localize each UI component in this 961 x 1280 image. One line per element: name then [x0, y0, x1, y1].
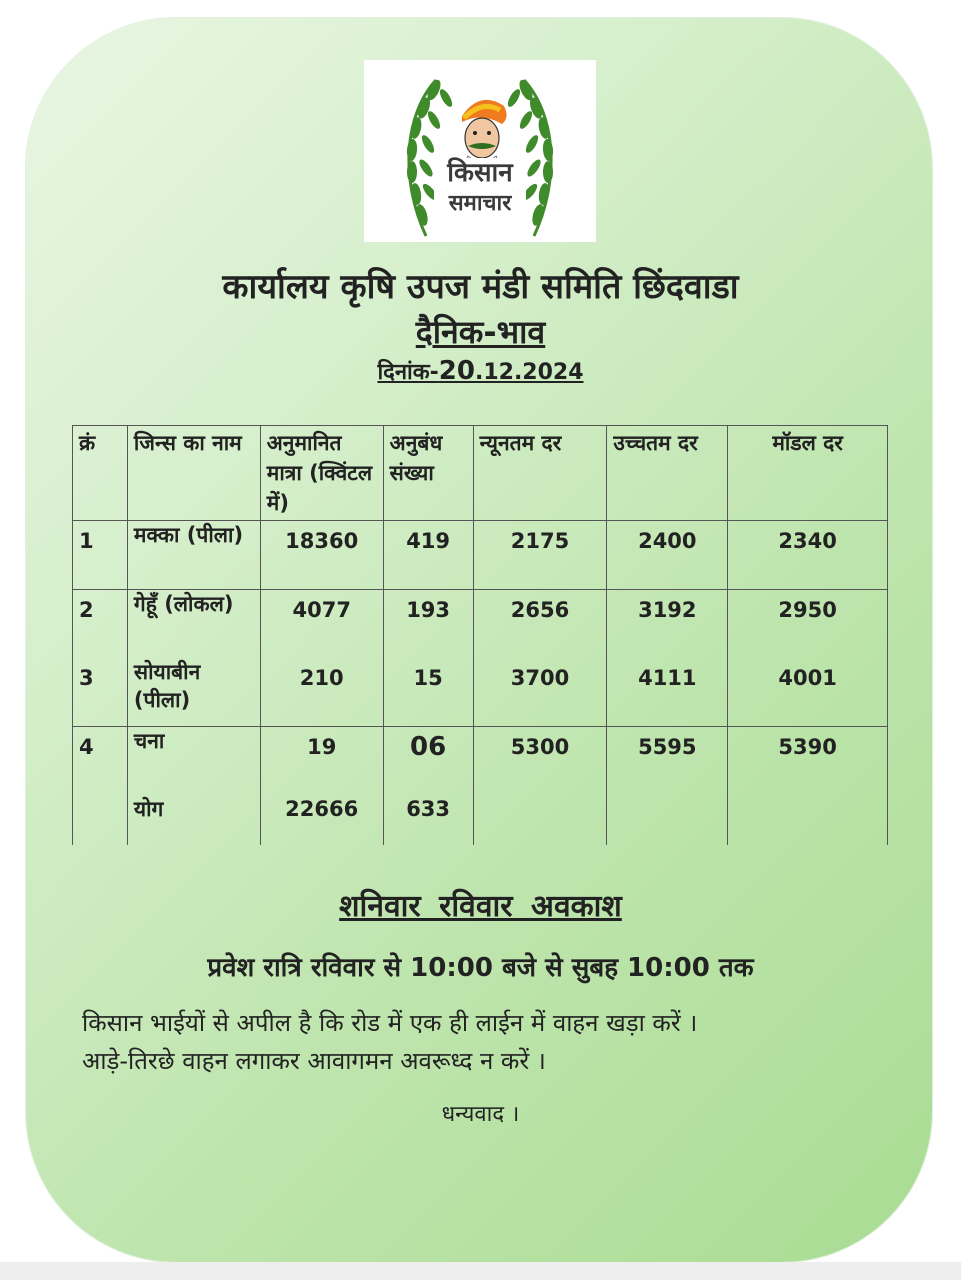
holiday-notice: शनिवार रविवार अवकाश — [339, 889, 622, 924]
cell-max: 4111 — [607, 658, 728, 727]
col-header-name: जिन्स का नाम — [127, 426, 260, 521]
table-header-row — [73, 426, 888, 521]
col-header-qty: अनुमानित मात्रा (क्विंटल में) — [260, 426, 383, 521]
cell-min: 2656 — [473, 590, 607, 659]
cell-total-blank — [473, 795, 607, 845]
date-rest: .12.2024 — [474, 360, 584, 385]
table-row — [73, 658, 888, 727]
appeal-line-1: किसान भाईयों से अपील है कि रोड में एक ही लाईन में वाहन खड़ा करें । — [82, 1009, 698, 1037]
cell-contracts: 193 — [383, 590, 473, 659]
office-title: कार्यालय कृषि उपज मंडी समिति छिंदवाडा — [222, 267, 739, 307]
cell-qty: 19 — [260, 727, 383, 796]
cell-name: चना — [127, 727, 260, 796]
cell-qty: 4077 — [260, 590, 383, 659]
cell-name: गेहूँ (लोकल) — [127, 590, 260, 659]
cell-contracts: 15 — [383, 658, 473, 727]
table-row — [73, 727, 888, 796]
total-contracts: 633 — [383, 795, 473, 845]
kisan-samachar-logo — [364, 60, 596, 242]
appeal-line-2: आड़े-तिरछे वाहन लगाकर आवागमन अवरूध्द न करें । — [82, 1047, 546, 1075]
cell-total-blank — [607, 795, 728, 845]
bottom-strip — [0, 1262, 961, 1280]
table-row — [73, 521, 888, 590]
logo-text-line2: समाचार — [434, 190, 526, 218]
total-qty: 22666 — [260, 795, 383, 845]
col-header-sr: क्रं — [73, 426, 128, 521]
cell-contracts: 419 — [383, 521, 473, 590]
rates-table — [72, 425, 888, 845]
logo-text-line1: किसान — [434, 158, 526, 188]
cell-max: 5595 — [607, 727, 728, 796]
col-header-min: न्यूनतम दर — [473, 426, 607, 521]
total-label: योग — [127, 795, 260, 845]
entry-time-notice: प्रवेश रात्रि रविवार से 10:00 बजे से सुबह 10:00 तक — [207, 953, 754, 983]
date-line — [0, 356, 961, 386]
thanks-text: धन्यवाद । — [441, 1102, 520, 1127]
cell-modal: 2950 — [728, 590, 888, 659]
cell-contracts: 06 — [383, 727, 473, 796]
cell-name: सोयाबीन (पीला) — [127, 658, 260, 727]
cell-max: 2400 — [607, 521, 728, 590]
col-header-contracts: अनुबंध संख्या — [383, 426, 473, 521]
daily-rate-title: दैनिक-भाव — [415, 313, 546, 351]
total-row — [73, 795, 888, 845]
cell-name: मक्का (पीला) — [127, 521, 260, 590]
col-header-max: उच्चतम दर — [607, 426, 728, 521]
cell-qty: 210 — [260, 658, 383, 727]
cell-modal: 2340 — [728, 521, 888, 590]
date-day: 20 — [438, 356, 475, 386]
cell-qty: 18360 — [260, 521, 383, 590]
cell-max: 3192 — [607, 590, 728, 659]
cell-min: 2175 — [473, 521, 607, 590]
cell-min: 5300 — [473, 727, 607, 796]
cell-modal: 4001 — [728, 658, 888, 727]
col-header-modal: मॉडल दर — [728, 426, 888, 521]
cell-total-blank — [73, 795, 128, 845]
cell-sr: 3 — [73, 658, 128, 727]
cell-total-blank — [728, 795, 888, 845]
cell-min: 3700 — [473, 658, 607, 727]
cell-sr: 2 — [73, 590, 128, 659]
cell-sr: 4 — [73, 727, 128, 796]
table-row — [73, 590, 888, 659]
date-label: दिनांक- — [377, 360, 439, 385]
cell-modal: 5390 — [728, 727, 888, 796]
cell-sr: 1 — [73, 521, 128, 590]
